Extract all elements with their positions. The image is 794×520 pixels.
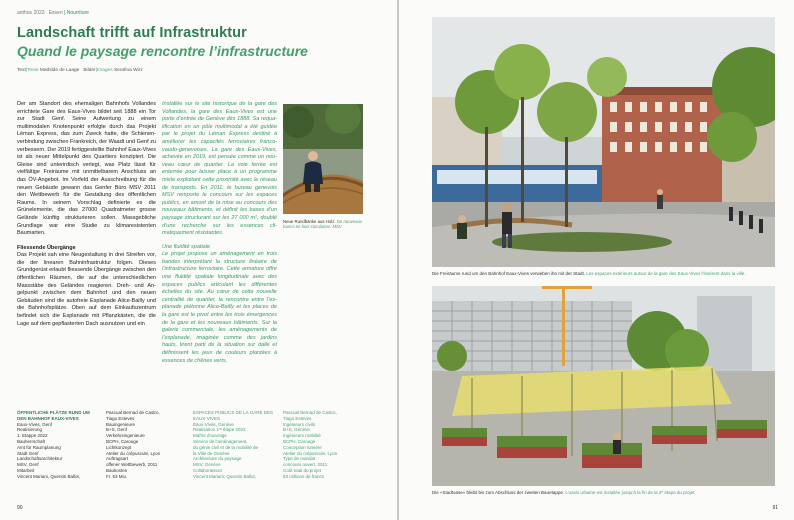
fact-line: offener Wettbewerb, 2011 — [106, 462, 158, 468]
subhead-de: Fliessende Übergänge — [17, 244, 76, 251]
text-label: Text — [17, 68, 26, 73]
fact-line: BCPH, Carouge — [106, 438, 139, 444]
photo-station-square — [432, 17, 775, 267]
fact-line: Tiago Esteves — [106, 415, 135, 421]
page-number-right: 91 — [772, 505, 778, 511]
fact-line: Realisierung — [17, 427, 43, 433]
section-name: Essen — [48, 10, 63, 16]
fact-line: Fr. 53 Mio. — [106, 473, 128, 479]
section-name-fr: Nourriture — [66, 10, 89, 16]
fact-line: 1. Etappe 2022 — [17, 433, 48, 439]
fact-line: Type de mandat — [283, 456, 316, 462]
photo-urban-oasis — [432, 286, 775, 486]
caption-top-de: Die Freiräume rund um den Bahnhof Eaux-Vives verweben ihn mit der Stadt. — [432, 271, 585, 276]
article-title-fr: Quand le paysage rencontre l’infrastructure — [17, 43, 308, 59]
article-title-de: Landschaft trifft auf Infrastruktur — [17, 25, 247, 41]
small-caption-de: Neue Rundbänke aus Holz. — [283, 219, 336, 224]
right-page — [399, 0, 794, 520]
small-caption-fr: De nouveaux bancs en bois circulaires. — [283, 219, 363, 230]
fact-line: Bauingenieure — [106, 421, 136, 427]
fact-line: Pascual Bernad de Castro, — [283, 410, 337, 415]
fact-line: Bauherrschaft — [17, 438, 46, 444]
fact-line: Mitarbeit — [17, 467, 35, 473]
photo-caption-top — [432, 271, 775, 276]
fact-line: Architecture du paysage — [193, 456, 242, 462]
fact-line: Amt für Raumplanung — [17, 444, 61, 450]
fact-line: Landschaftsarchitektur — [17, 456, 63, 462]
fact-line: MSV, Genf — [17, 462, 39, 468]
project-facts-fr — [193, 410, 275, 480]
images-author: Serafina Wirz — [113, 68, 143, 73]
fact-line: 53 millions de francs — [283, 473, 325, 479]
body-column-de — [17, 101, 156, 328]
photo-caption-bottom — [432, 490, 775, 495]
fact-line: Coût total du projet — [283, 467, 322, 473]
section-separator: | — [64, 10, 66, 16]
small-caption-credit: MSV — [332, 224, 342, 230]
fact-line: Pascual Bernad de Castro, — [106, 410, 160, 415]
fact-line: concours ouvert, 2011 — [283, 462, 328, 468]
caption-top-fr: Les espaces extérieurs autour de la gare des Eaux-Vives l’insèrent dans la ville. — [586, 271, 746, 276]
facts-heading-fr: ESPACES PUBLICS DE LA GARE DES EAUX-VIVES — [193, 410, 273, 421]
fact-line: B+S, Genève — [283, 427, 310, 433]
fact-line: Eaux-Vives, Genève — [193, 421, 234, 427]
fact-line: Ingénieurs civils — [283, 421, 316, 427]
project-facts-fr-cont — [283, 410, 363, 480]
photo-wooden-bench — [283, 104, 363, 214]
magazine-name: anthos 2023 — [17, 10, 45, 16]
project-facts-de-cont — [106, 410, 184, 480]
images-label-fr: Images — [96, 68, 113, 73]
fact-line: Vincent Mariani, Quentin Ballot, — [193, 473, 256, 479]
caption-bottom-de: Die «Stadtoase» bleibt bis zum Abschluss der zweiten Bauetappe. — [432, 490, 565, 495]
small-photo-caption — [283, 219, 369, 230]
fact-line: B+S, Genf — [106, 427, 127, 433]
facts-heading-de: ÖFFENTLICHE PLÄTZE RUND UM DEN BAHNHOF EAUX-VIVES — [17, 410, 90, 421]
article-credits: Text|Texte Mathilde de Laage Bilder|Images Serafina Wirz — [17, 68, 143, 73]
fact-line: Conception lumière — [283, 444, 322, 450]
fact-line: Réalisation 1ʳᵉ étape 2022 — [193, 427, 246, 433]
images-label: Bilder — [83, 68, 96, 73]
body-paragraph-fr-2: Le projet propose un aménagement en trois bandes interprétant la structure linéaire de l’infrastructure ferroviaire. Cette armature offre une fluidité spatiale longitudinale avec des espaces publics articulant les différentes échelles du site. Au cœur de cette nouvelle centralité de quartier, la rencontre entre l’esplanade piétonne Alice-Bailly et les places de la gare est le pivot entre les trois émergences de la gare et les nouveaux bâtiments. Sur la galerie commerciale, les aménagements de l’esplanade, imaginée comme des jardins hauts, tirent parti de la situation sur dalle et définissent les jeux de couleurs plantées à essences de chênes verts, — [162, 251, 277, 364]
fact-line: Lichtkonzept — [106, 444, 132, 450]
fact-line: BCPH, Carouge — [283, 438, 316, 444]
fact-line: Verkehrsingenieure — [106, 433, 145, 439]
fact-line: Ingénieurs mobilité — [283, 433, 321, 439]
body-paragraph-fr: Installée sur le site historique de la gare des Vollandes, la gare des Eaux-Vives est une porte d’entrée de Genève dès 1888. Sa requalification en un pôle multimodal a été guidée par le projet du Léman Express destiné à améliorer les capacités ferroviaires franco-vaudo-genevoises. La gare des Eaux-Vives, achevée en 2019, est pensée comme un nouveau cœur de quartier. La voie ferrée est enterrée pour laisser place à un programme mixte exploitant cette proximité avec le réseau de transports. En 2011, le bureau genevois MSV remporte le concours sur les espaces publics, en amont de la mise au concours des nouveaux bâtiments, et définit les bases d’un paysage structurant sur les 27 000 m², doublé d’une recherche sur les essences climatiquement résistantes. — [162, 101, 277, 237]
fact-line: Atelier du crépuscule, Lyon — [283, 450, 338, 456]
fact-line: Vincent Mariani, Quentin Ballot, — [17, 473, 80, 479]
fact-line: Eaux-Vives, Genf — [17, 421, 52, 427]
text-label-fr: Texte — [27, 68, 39, 73]
fact-line: la Ville de Genève — [193, 450, 230, 456]
body-paragraph-de-2: Das Projekt sah eine Neugestaltung in drei Streifen vor, die der linearen Bahninfrastruktur folgen. Dieses Grundgerüst erlaubt fliessende Übergänge zwischen den öffentlichen Räumen, die auf die unterschiedlichen Massstäbe des Geländes reagieren. Dreh- und Angelpunkt zwischen dem Bahnhof und den neuen Gebäuden sind die autofreie Esplanade Alice-Bailly und die Bahnhofsplätze. Oben auf dem Einkaufszentrum befindet sich die Esplanade mit Pflanzkästen, die die Lage auf dem gepflasterten Dach ausnutzen und ein — [17, 252, 156, 327]
text-author: Mathilde de Laage — [39, 68, 80, 73]
fact-line: Tiago Esteves — [283, 415, 312, 421]
caption-bottom-fr: L’oasis urbaine est installée jusqu’à la fin de la 2ᵉ étape du projet. — [565, 490, 696, 495]
fact-line: Baukosten — [106, 467, 128, 473]
running-head — [17, 10, 89, 16]
fact-line: Stadt Genf — [17, 450, 39, 456]
body-paragraph-de: Der am Standort des ehemaligen Bahnhofs Vollandes errichtete Gare des Eaux-Vives bildet seit 1888 ein Tor zur Stadt Genf. Seine Aufwertung zu einem multimodalen Knotenpunkt erfolgte durch das Projekt Léman Express, das zum Zweck hatte, die Schienenverbindung zwischen Frankreich, der Waadt und Genf zu verbessern. Der 2019 fertiggestellte Bahnhof Eaux-Vives ist als neuer Mittelpunkt des Quartiers konzipiert. Die Gleise sind unterirdisch verlegt, was Platz lässt für vielfältige Freiräume mit unmittelbarem Anschluss an das ÖV-Angebot. Im Vorfeld der Ausschreibung für die neuen Gebäude gewann das Genfer Büro MSV 2011 den Wettbewerb für die Gestaltung des öffentlichen Raums. In seinem Vorschlag definierte es die Grünelemente, die das 27000 Quadratmeter grosse Gelände künftig strukturieren sollen. Massgebliche Grundlage war eine Studie zu klimaresistenten Baumarten. — [17, 101, 156, 237]
fact-line: Auftragsart — [106, 456, 129, 462]
fact-line: Atelier du crépuscule, Lyon — [106, 450, 161, 456]
fact-line: Service de l’aménagement, — [193, 438, 248, 444]
fact-line: Maître d’ouvrage — [193, 433, 227, 439]
subhead-fr: Une fluidité spatiale — [162, 243, 211, 250]
fact-line: Collaborateurs — [193, 467, 223, 473]
page-number-left: 90 — [17, 505, 23, 511]
fact-line: MSV, Genève — [193, 462, 221, 468]
body-column-fr — [162, 101, 277, 365]
project-facts-de — [17, 410, 99, 480]
fact-line: du génie civil et de la mobilité de — [193, 444, 259, 450]
